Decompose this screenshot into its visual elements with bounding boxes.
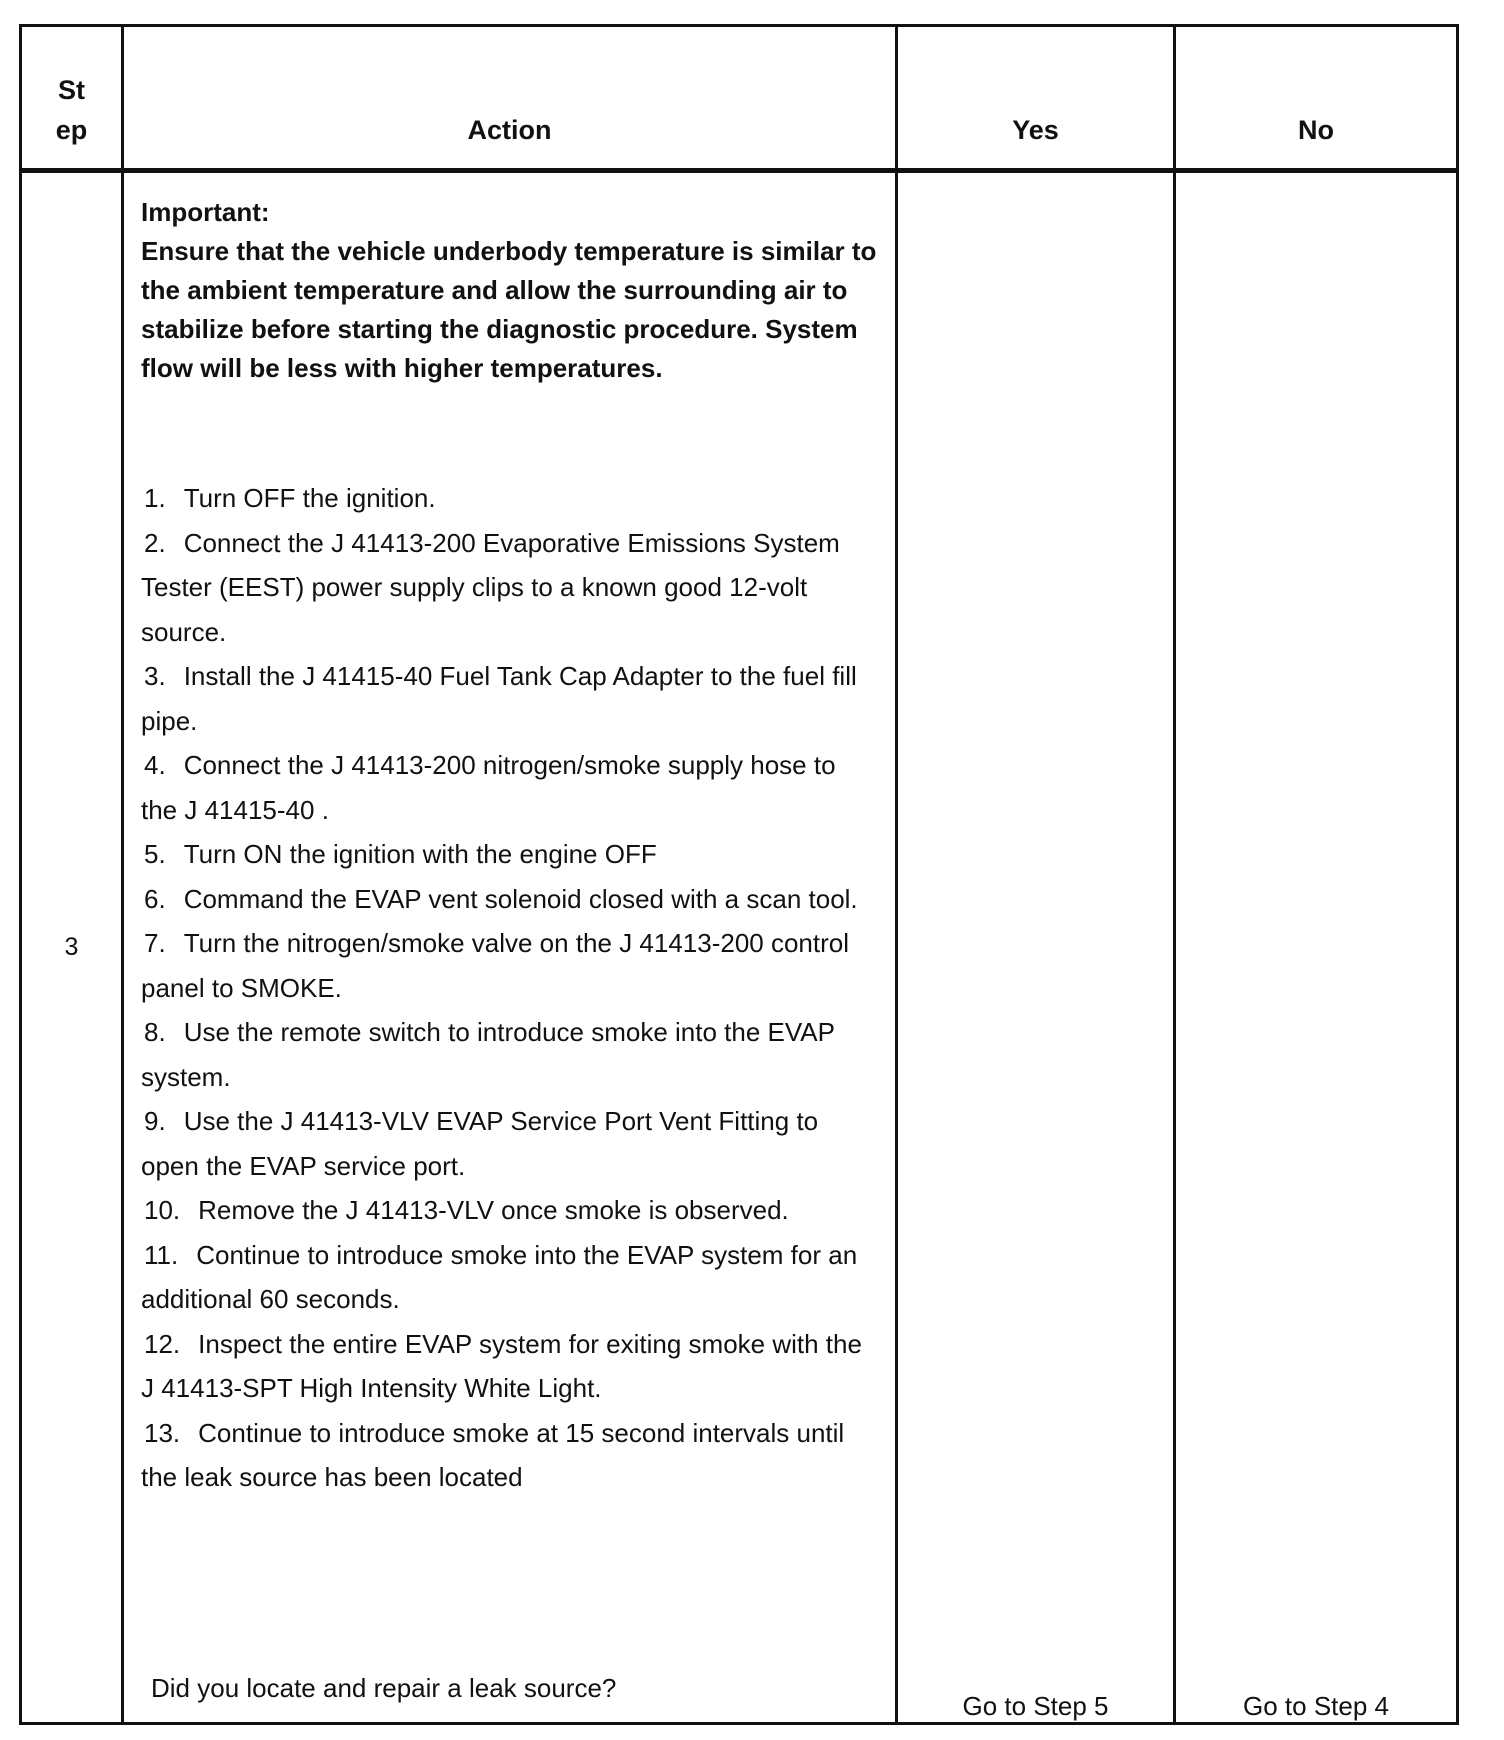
list-item [141,1010,877,1099]
yes-result: Go to Step 5 [897,171,1175,1724]
header-yes: Yes [897,26,1175,171]
list-item [141,1322,877,1411]
step-index: 8. [144,1017,166,1047]
list-item [141,832,877,877]
step-text: Continue to introduce smoke into the EVAP system for an additional 60 seconds. [141,1239,858,1314]
step-text: Command the EVAP vent solenoid closed with a scan tool. [183,883,858,914]
list-item [141,743,877,832]
header-action: Action [123,26,897,171]
table-row [21,171,1458,1724]
list-item [141,521,877,655]
step-index: 2. [144,527,166,558]
step-text: Remove the J 41413-VLV once smoke is observed. [198,1195,789,1225]
question-text: Did you locate and repair a leak source? [151,1673,617,1703]
header-step [21,26,123,171]
header-row [21,26,1458,171]
step-text: Use the J 41413-VLV EVAP Service Port Vent Fitting to open the EVAP service port. [141,1106,819,1181]
step-text: Turn OFF the ignition. [183,483,436,513]
important-note [141,193,877,388]
step-index: 7. [144,928,166,958]
header-no: No [1175,26,1458,171]
list-item [141,1233,877,1322]
step-index: 10. [144,1195,181,1225]
step-index: 5. [144,839,166,869]
step-index: 13. [144,1417,181,1448]
header-step-line2: ep [55,115,88,145]
list-item [141,877,877,922]
step-index: 4. [144,750,166,780]
action-cell [123,171,897,1724]
header-step-line1: St [58,75,85,105]
list-item [141,921,877,1010]
step-text: Install the J 41415-40 Fuel Tank Cap Adapter to the fuel fill pipe. [141,661,857,736]
important-label: Important: [141,197,270,227]
step-text: Continue to introduce smoke at 15 second intervals until the leak source has been located [141,1417,845,1492]
step-index: 1. [144,483,166,513]
list-item [141,476,877,521]
step-text: Connect the J 41413-200 Evaporative Emissions System Tester (EEST) power supply clips to a known good 12-volt source. [141,527,840,647]
step-text: Turn the nitrogen/smoke valve on the J 41413-200 control panel to SMOKE. [141,928,850,1003]
no-result: Go to Step 4 [1175,171,1458,1724]
step-index: 11. [144,1239,179,1270]
step-index: 9. [144,1106,166,1136]
list-item [141,1411,877,1500]
important-text: Ensure that the vehicle underbody temperature is similar to the ambient temperature and allow the surrounding air to stabilize before starting the diagnostic procedure. System flow will be less with higher temperatures. [141,236,877,383]
diagnostic-table [19,24,1459,1725]
diagnostic-table-sheet [19,24,1456,1725]
list-item [141,654,877,743]
step-index: 6. [144,883,166,914]
step-text: Inspect the entire EVAP system for exiting smoke with the J 41413-SPT High Intensity White Light. [141,1328,862,1403]
procedure-steps [141,476,877,1500]
step-number: 3 [21,171,123,1724]
list-item [141,1188,877,1233]
list-item [141,1099,877,1188]
step-text: Turn ON the ignition with the engine OFF [183,839,657,869]
step-index: 3. [144,661,166,691]
step-text: Use the remote switch to introduce smoke into the EVAP system. [141,1017,835,1092]
step-text: Connect the J 41413-200 nitrogen/smoke supply hose to the J 41415-40 . [141,750,836,825]
step-index: 12. [144,1328,181,1359]
